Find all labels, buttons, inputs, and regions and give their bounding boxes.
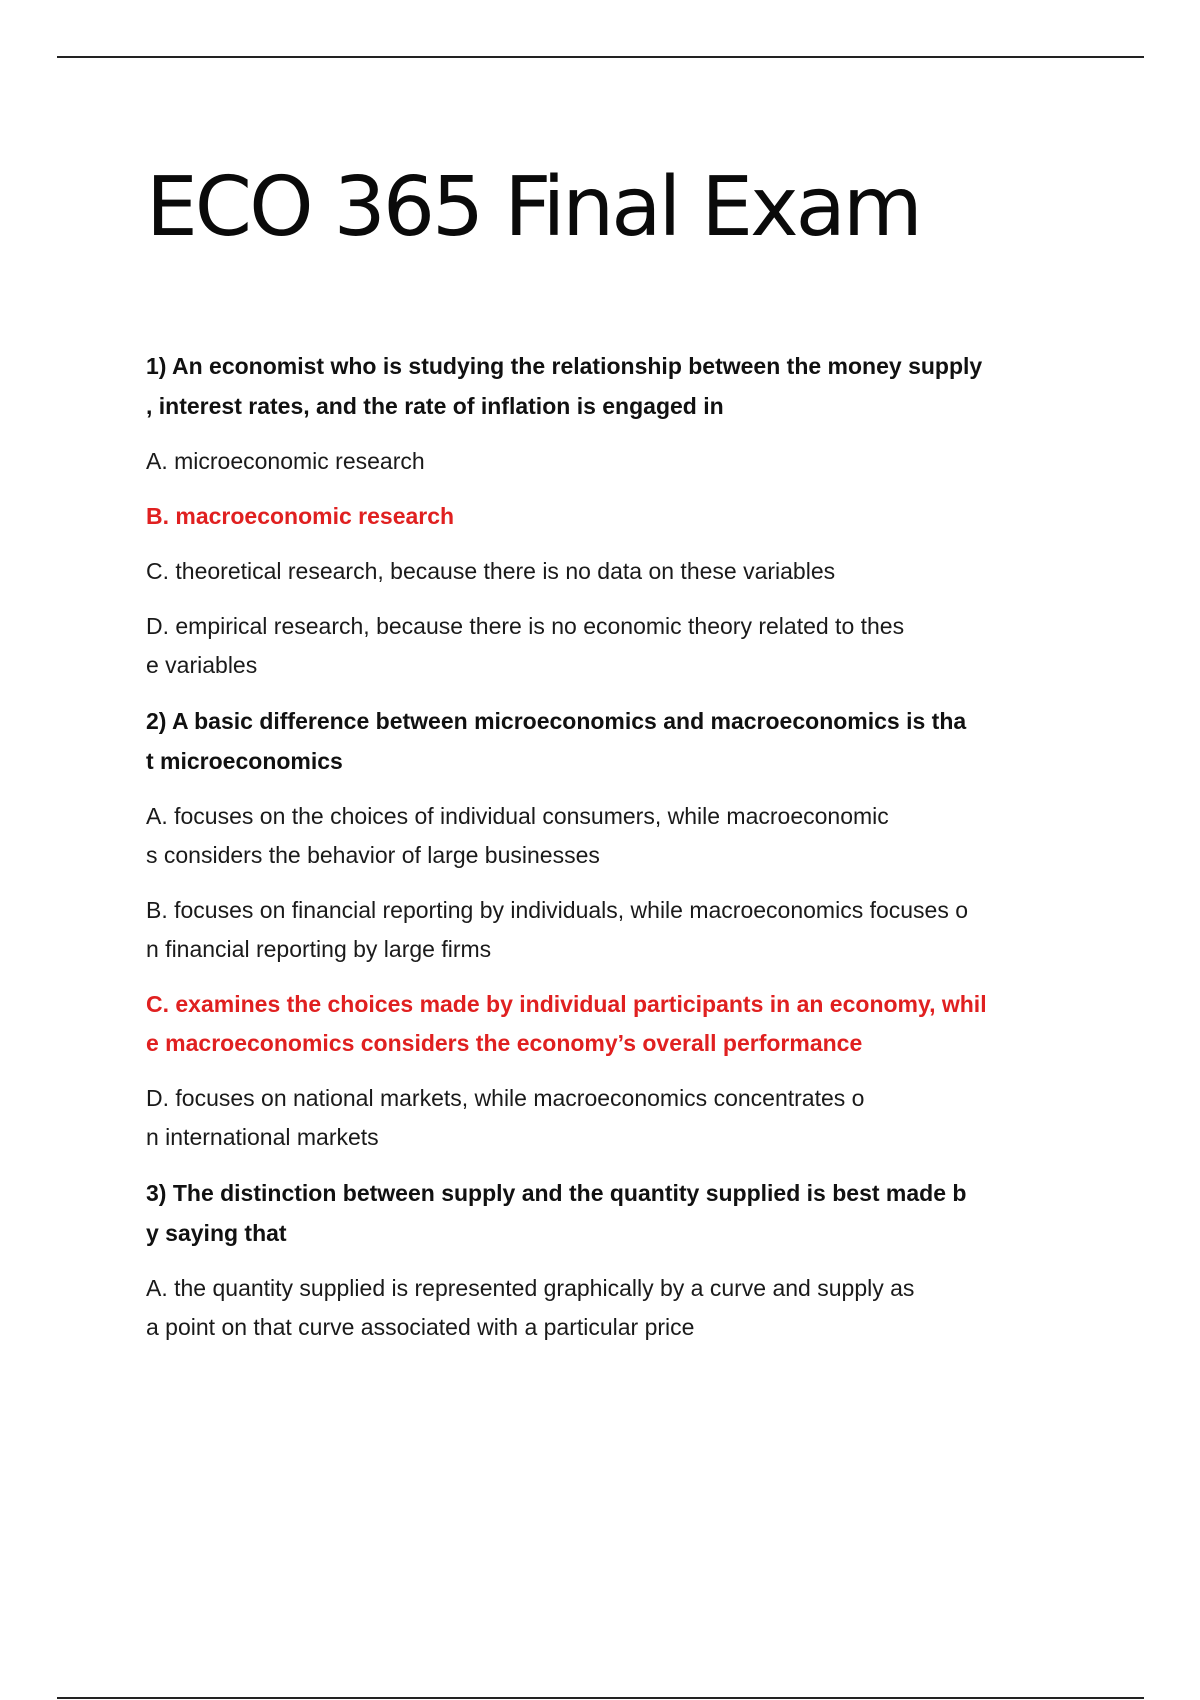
option-line: s considers the behavior of large businesses [146, 842, 600, 868]
answer-option [146, 607, 1076, 685]
answer-option [146, 1079, 1076, 1157]
bottom-rule [57, 1697, 1144, 1699]
question-3 [146, 1173, 1076, 1347]
option-line: n international markets [146, 1124, 379, 1150]
prompt-line: 2) A basic difference between microeconomics and macroeconomics is tha [146, 708, 967, 734]
option-line: B. macroeconomic research [146, 503, 455, 529]
top-rule [57, 56, 1144, 58]
option-line: C. theoretical research, because there is no data on these variables [146, 558, 836, 584]
option-line: A. microeconomic research [146, 448, 425, 474]
question-prompt [146, 1173, 1076, 1253]
answer-option [146, 442, 1076, 481]
prompt-line: , interest rates, and the rate of inflation is engaged in [146, 393, 724, 419]
answer-option [146, 552, 1076, 591]
option-line: C. examines the choices made by individual participants in an economy, whil [146, 991, 987, 1017]
option-line: A. focuses on the choices of individual consumers, while macroeconomic [146, 803, 889, 829]
answer-option-correct [146, 497, 1076, 536]
option-line: e macroeconomics considers the economy’s overall performance [146, 1030, 863, 1056]
question-prompt [146, 701, 1076, 781]
option-line: B. focuses on financial reporting by individuals, while macroeconomics focuses o [146, 897, 969, 923]
option-line: A. the quantity supplied is represented graphically by a curve and supply as [146, 1275, 915, 1301]
question-prompt [146, 346, 1076, 426]
question-2 [146, 701, 1076, 1157]
answer-option-correct [146, 985, 1076, 1063]
prompt-line: 1) An economist who is studying the relationship between the money supply [146, 353, 983, 379]
option-line: D. focuses on national markets, while macroeconomics concentrates o [146, 1085, 865, 1111]
exam-content [146, 346, 1076, 1363]
option-line: D. empirical research, because there is no economic theory related to thes [146, 613, 905, 639]
option-line: n financial reporting by large firms [146, 936, 492, 962]
prompt-line: 3) The distinction between supply and the quantity supplied is best made b [146, 1180, 967, 1206]
question-1 [146, 346, 1076, 685]
answer-option [146, 797, 1076, 875]
answer-option [146, 891, 1076, 969]
prompt-line: y saying that [146, 1220, 287, 1246]
document-title: ECO 365 Final Exam [146, 160, 920, 255]
option-line: a point on that curve associated with a particular price [146, 1314, 695, 1340]
prompt-line: t microeconomics [146, 748, 343, 774]
answer-option [146, 1269, 1076, 1347]
option-line: e variables [146, 652, 258, 678]
